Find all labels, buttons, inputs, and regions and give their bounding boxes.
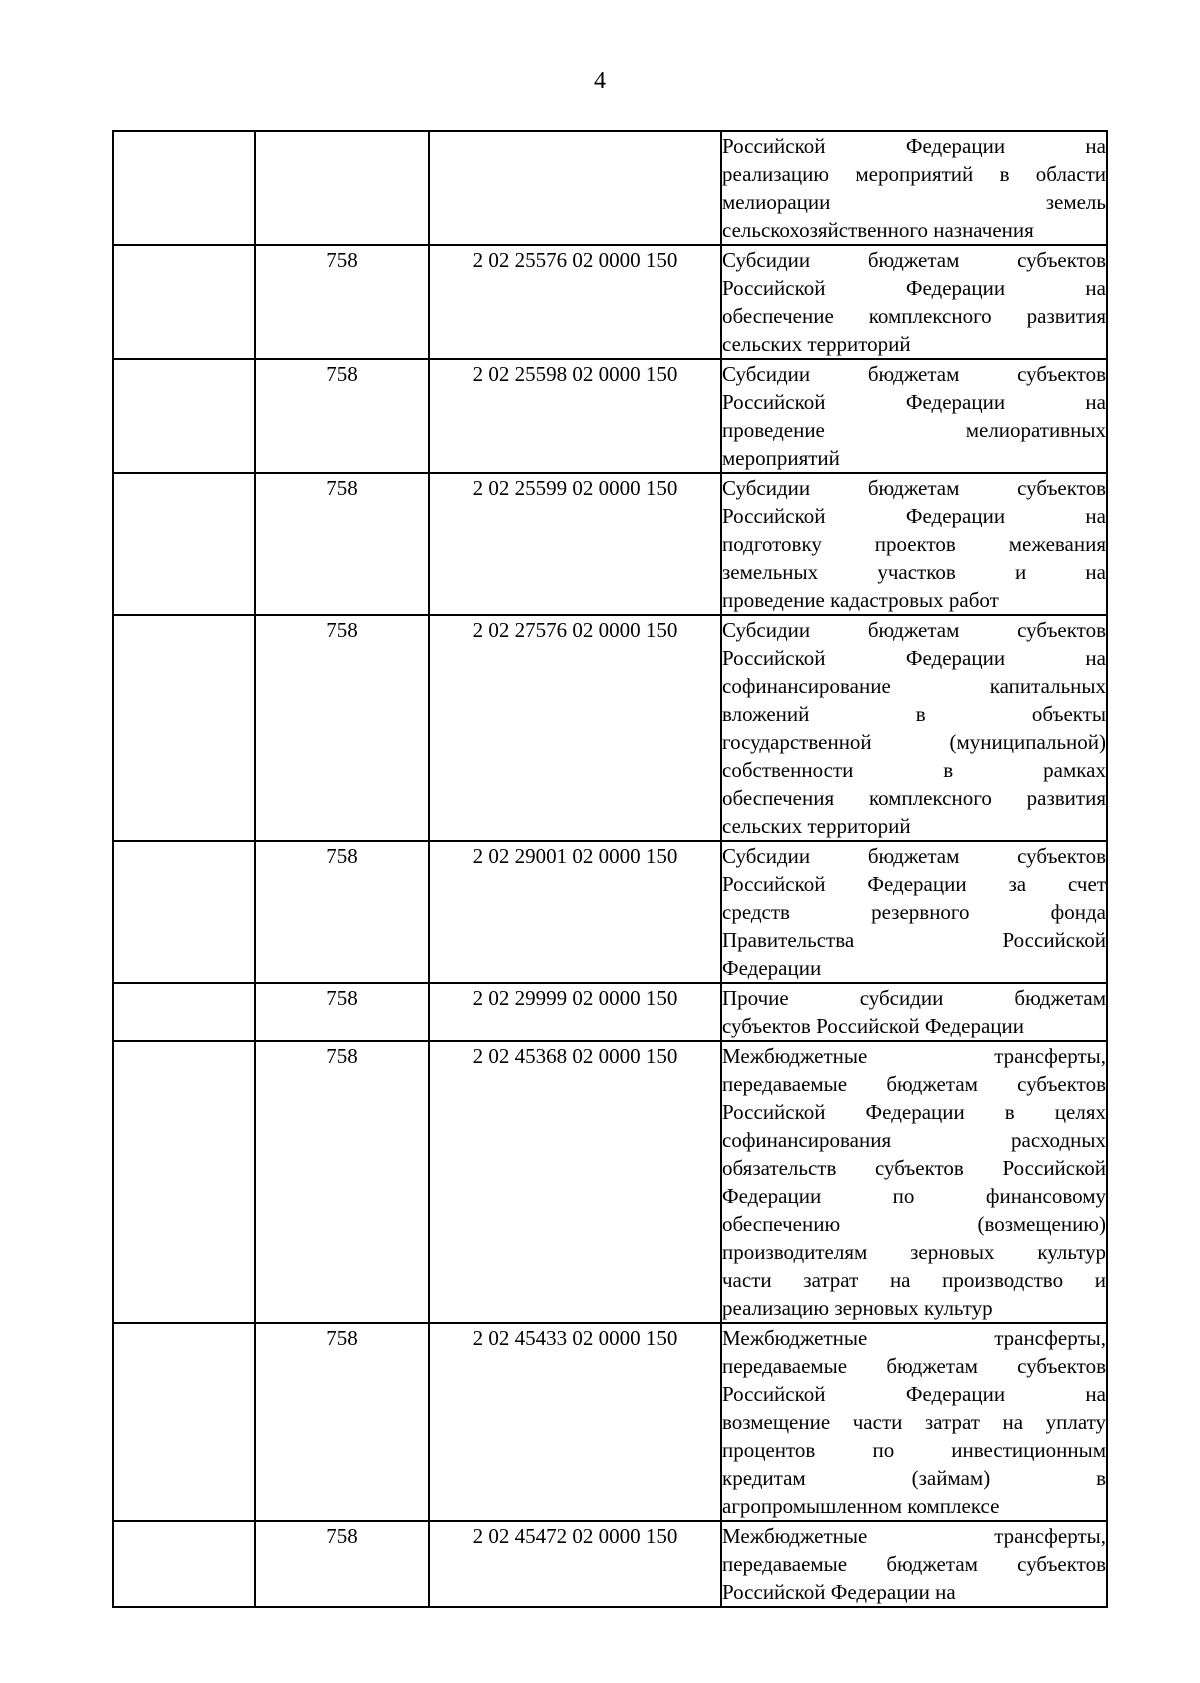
description-line: части затрат на производство и [722,1268,1106,1292]
income-codes-table [112,130,1108,1608]
description-line: Межбюджетные трансферты, [722,1524,1106,1548]
description-line: государственной (муниципальной) [722,730,1106,754]
description-line: сельских территорий [722,332,911,356]
description-line: Субсидии бюджетам субъектов [722,844,1106,868]
description-line: Правительства Российской [722,928,1106,952]
income-code-cell: 2 02 25598 02 0000 150 [429,359,721,473]
income-code-cell [429,131,721,245]
empty-cell [113,359,255,473]
table-row [113,615,1107,841]
description-line: мероприятий [722,446,840,470]
income-code-cell: 2 02 45433 02 0000 150 [429,1323,721,1521]
description-line: Российской Федерации на [722,504,1106,528]
description-line: Российской Федерации на [722,646,1106,670]
empty-cell [113,131,255,245]
income-description-cell [721,245,1107,359]
income-description-cell [721,473,1107,615]
empty-cell [113,1323,255,1521]
description-line: земельных участков и на [722,560,1106,584]
description-line: Российской Федерации на [722,390,1106,414]
description-line: Российской Федерации на [722,1382,1106,1406]
description-line: проведение мелиоративных [722,418,1106,442]
description-line: Субсидии бюджетам субъектов [722,362,1106,386]
description-line: мелиорации земель [722,190,1106,214]
description-line: реализацию зерновых культур [722,1296,993,1320]
description-line: Прочие субсидии бюджетам [722,986,1106,1010]
income-code-cell: 2 02 25576 02 0000 150 [429,245,721,359]
admin-code-cell: 758 [255,1323,429,1521]
table-row [113,359,1107,473]
table-row [113,983,1107,1041]
page-number: 4 [594,68,606,94]
empty-cell [113,1041,255,1323]
description-line: собственности в рамках [722,758,1106,782]
income-description-cell [721,615,1107,841]
description-line: передаваемые бюджетам субъектов [722,1354,1106,1378]
table-row [113,131,1107,245]
income-code-cell: 2 02 45472 02 0000 150 [429,1521,721,1607]
description-line: обеспечения комплексного развития [722,786,1106,810]
description-line: Российской Федерации на [722,134,1106,158]
income-code-cell: 2 02 27576 02 0000 150 [429,615,721,841]
table-row [113,473,1107,615]
income-code-cell: 2 02 29001 02 0000 150 [429,841,721,983]
admin-code-cell: 758 [255,983,429,1041]
income-description-cell [721,131,1107,245]
admin-code-cell: 758 [255,473,429,615]
description-line: сельских территорий [722,814,911,838]
empty-cell [113,983,255,1041]
description-line: Российской Федерации в целях [722,1100,1106,1124]
income-description-cell [721,983,1107,1041]
description-line: проведение кадастровых работ [722,588,999,612]
income-description-cell [721,359,1107,473]
admin-code-cell: 758 [255,615,429,841]
description-line: средств резервного фонда [722,900,1106,924]
description-line: Субсидии бюджетам субъектов [722,476,1106,500]
income-code-cell: 2 02 45368 02 0000 150 [429,1041,721,1323]
description-line: субъектов Российской Федерации [722,1014,1025,1038]
empty-cell [113,841,255,983]
admin-code-cell: 758 [255,1041,429,1323]
income-description-cell [721,1521,1107,1607]
description-line: Межбюджетные трансферты, [722,1326,1106,1350]
table-row [113,841,1107,983]
income-description-cell [721,841,1107,983]
empty-cell [113,615,255,841]
description-line: Федерации по финансовому [722,1184,1106,1208]
description-line: Российской Федерации за счет [722,872,1106,896]
admin-code-cell [255,131,429,245]
description-line: реализацию мероприятий в области [722,162,1106,186]
description-line: обеспечению (возмещению) [722,1212,1106,1236]
empty-cell [113,1521,255,1607]
description-line: передаваемые бюджетам субъектов [722,1072,1106,1096]
income-description-cell [721,1041,1107,1323]
admin-code-cell: 758 [255,359,429,473]
admin-code-cell: 758 [255,841,429,983]
description-line: подготовку проектов межевания [722,532,1106,556]
description-line: софинансирование капитальных [722,674,1106,698]
description-line: Межбюджетные трансферты, [722,1044,1106,1068]
description-line: передаваемые бюджетам субъектов [722,1552,1106,1576]
description-line: агропромышленном комплексе [722,1494,1000,1518]
description-line: Российской Федерации на [722,276,1106,300]
admin-code-cell: 758 [255,245,429,359]
description-line: обязательств субъектов Российской [722,1156,1106,1180]
income-code-cell: 2 02 29999 02 0000 150 [429,983,721,1041]
description-line: процентов по инвестиционным [722,1438,1106,1462]
description-line: производителям зерновых культур [722,1240,1106,1264]
income-code-cell: 2 02 25599 02 0000 150 [429,473,721,615]
description-line: софинансирования расходных [722,1128,1106,1152]
description-line: Федерации [722,956,822,980]
income-description-cell [721,1323,1107,1521]
table-row [113,1041,1107,1323]
description-line: возмещение части затрат на уплату [722,1410,1106,1434]
table-row [113,1323,1107,1521]
table-row [113,245,1107,359]
description-line: вложений в объекты [722,702,1106,726]
admin-code-cell: 758 [255,1521,429,1607]
description-line: сельскохозяйственного назначения [722,218,1034,242]
description-line: Субсидии бюджетам субъектов [722,248,1106,272]
empty-cell [113,245,255,359]
description-line: Субсидии бюджетам субъектов [722,618,1106,642]
empty-cell [113,473,255,615]
table-body [113,131,1107,1607]
description-line: обеспечение комплексного развития [722,304,1106,328]
table-row [113,1521,1107,1607]
description-line: кредитам (займам) в [722,1466,1106,1490]
description-line: Российской Федерации на [722,1580,956,1604]
